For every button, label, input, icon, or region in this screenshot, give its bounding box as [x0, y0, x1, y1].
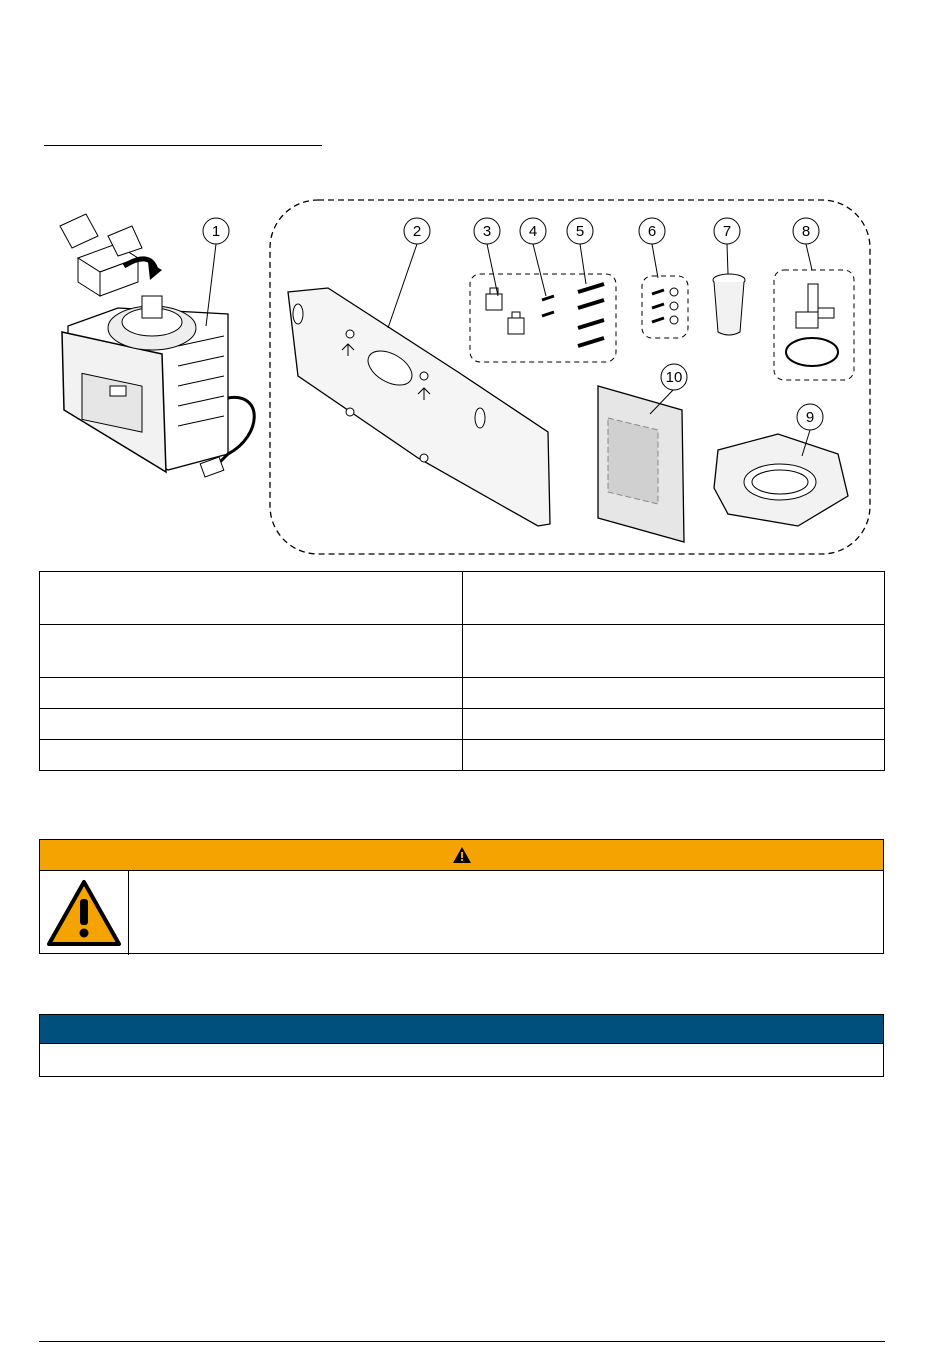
clips [486, 288, 524, 334]
long-screws [578, 284, 604, 346]
section-title-underline [44, 145, 322, 146]
callout-2 [404, 218, 430, 244]
notice-box [39, 1014, 884, 1077]
fitting-kit [652, 288, 678, 324]
pouch [598, 386, 684, 542]
notice-text [40, 1044, 883, 1060]
warning-triangle-icon [46, 879, 122, 947]
table-cell [40, 709, 463, 740]
warning-body [40, 871, 883, 955]
warning-box [39, 839, 884, 954]
table-cell [462, 678, 885, 709]
table-row [40, 625, 885, 678]
table-row [40, 678, 885, 709]
fitting-kit-outline [642, 276, 688, 338]
table-cell [462, 572, 885, 625]
svg-text:2: 2 [412, 223, 422, 240]
svg-text:4: 4 [528, 223, 538, 240]
table-cell [40, 740, 463, 771]
callout-6 [639, 218, 665, 244]
callout-3 [474, 218, 500, 244]
warning-icon-cell [40, 871, 129, 955]
table-cell [462, 740, 885, 771]
table-row [40, 740, 885, 771]
table-cell [40, 678, 463, 709]
base-ring [714, 434, 848, 526]
analyzer-unit [62, 296, 254, 477]
callout-8 [793, 218, 819, 244]
valve-with-tubing [786, 284, 838, 366]
warning-text [129, 871, 883, 955]
callout-4 [520, 218, 546, 244]
components-figure [38, 196, 884, 558]
svg-text:9: 9 [805, 409, 815, 426]
callout-7 [714, 218, 740, 244]
parts-table [39, 571, 885, 771]
callout-10 [661, 364, 687, 390]
svg-text:3: 3 [482, 223, 492, 240]
footer-rule [39, 1341, 885, 1342]
box-unpack-icon [60, 214, 162, 296]
small-screws [542, 296, 554, 316]
svg-text:5: 5 [575, 223, 585, 240]
svg-text:8: 8 [801, 223, 811, 240]
table-row [40, 709, 885, 740]
svg-text:7: 7 [722, 223, 732, 240]
notice-header [40, 1015, 883, 1044]
table-cell [462, 709, 885, 740]
table-cell [462, 625, 885, 678]
svg-text:6: 6 [647, 223, 657, 240]
callout-1 [203, 218, 229, 244]
warning-header [40, 840, 883, 871]
table-cell [40, 572, 463, 625]
callout-5 [567, 218, 593, 244]
callout-9 [797, 404, 823, 430]
svg-text:1: 1 [211, 223, 221, 240]
table-cell [40, 625, 463, 678]
filter [713, 274, 745, 335]
svg-text:10: 10 [665, 369, 683, 386]
table-row [40, 572, 885, 625]
warning-triangle-icon [452, 846, 472, 864]
